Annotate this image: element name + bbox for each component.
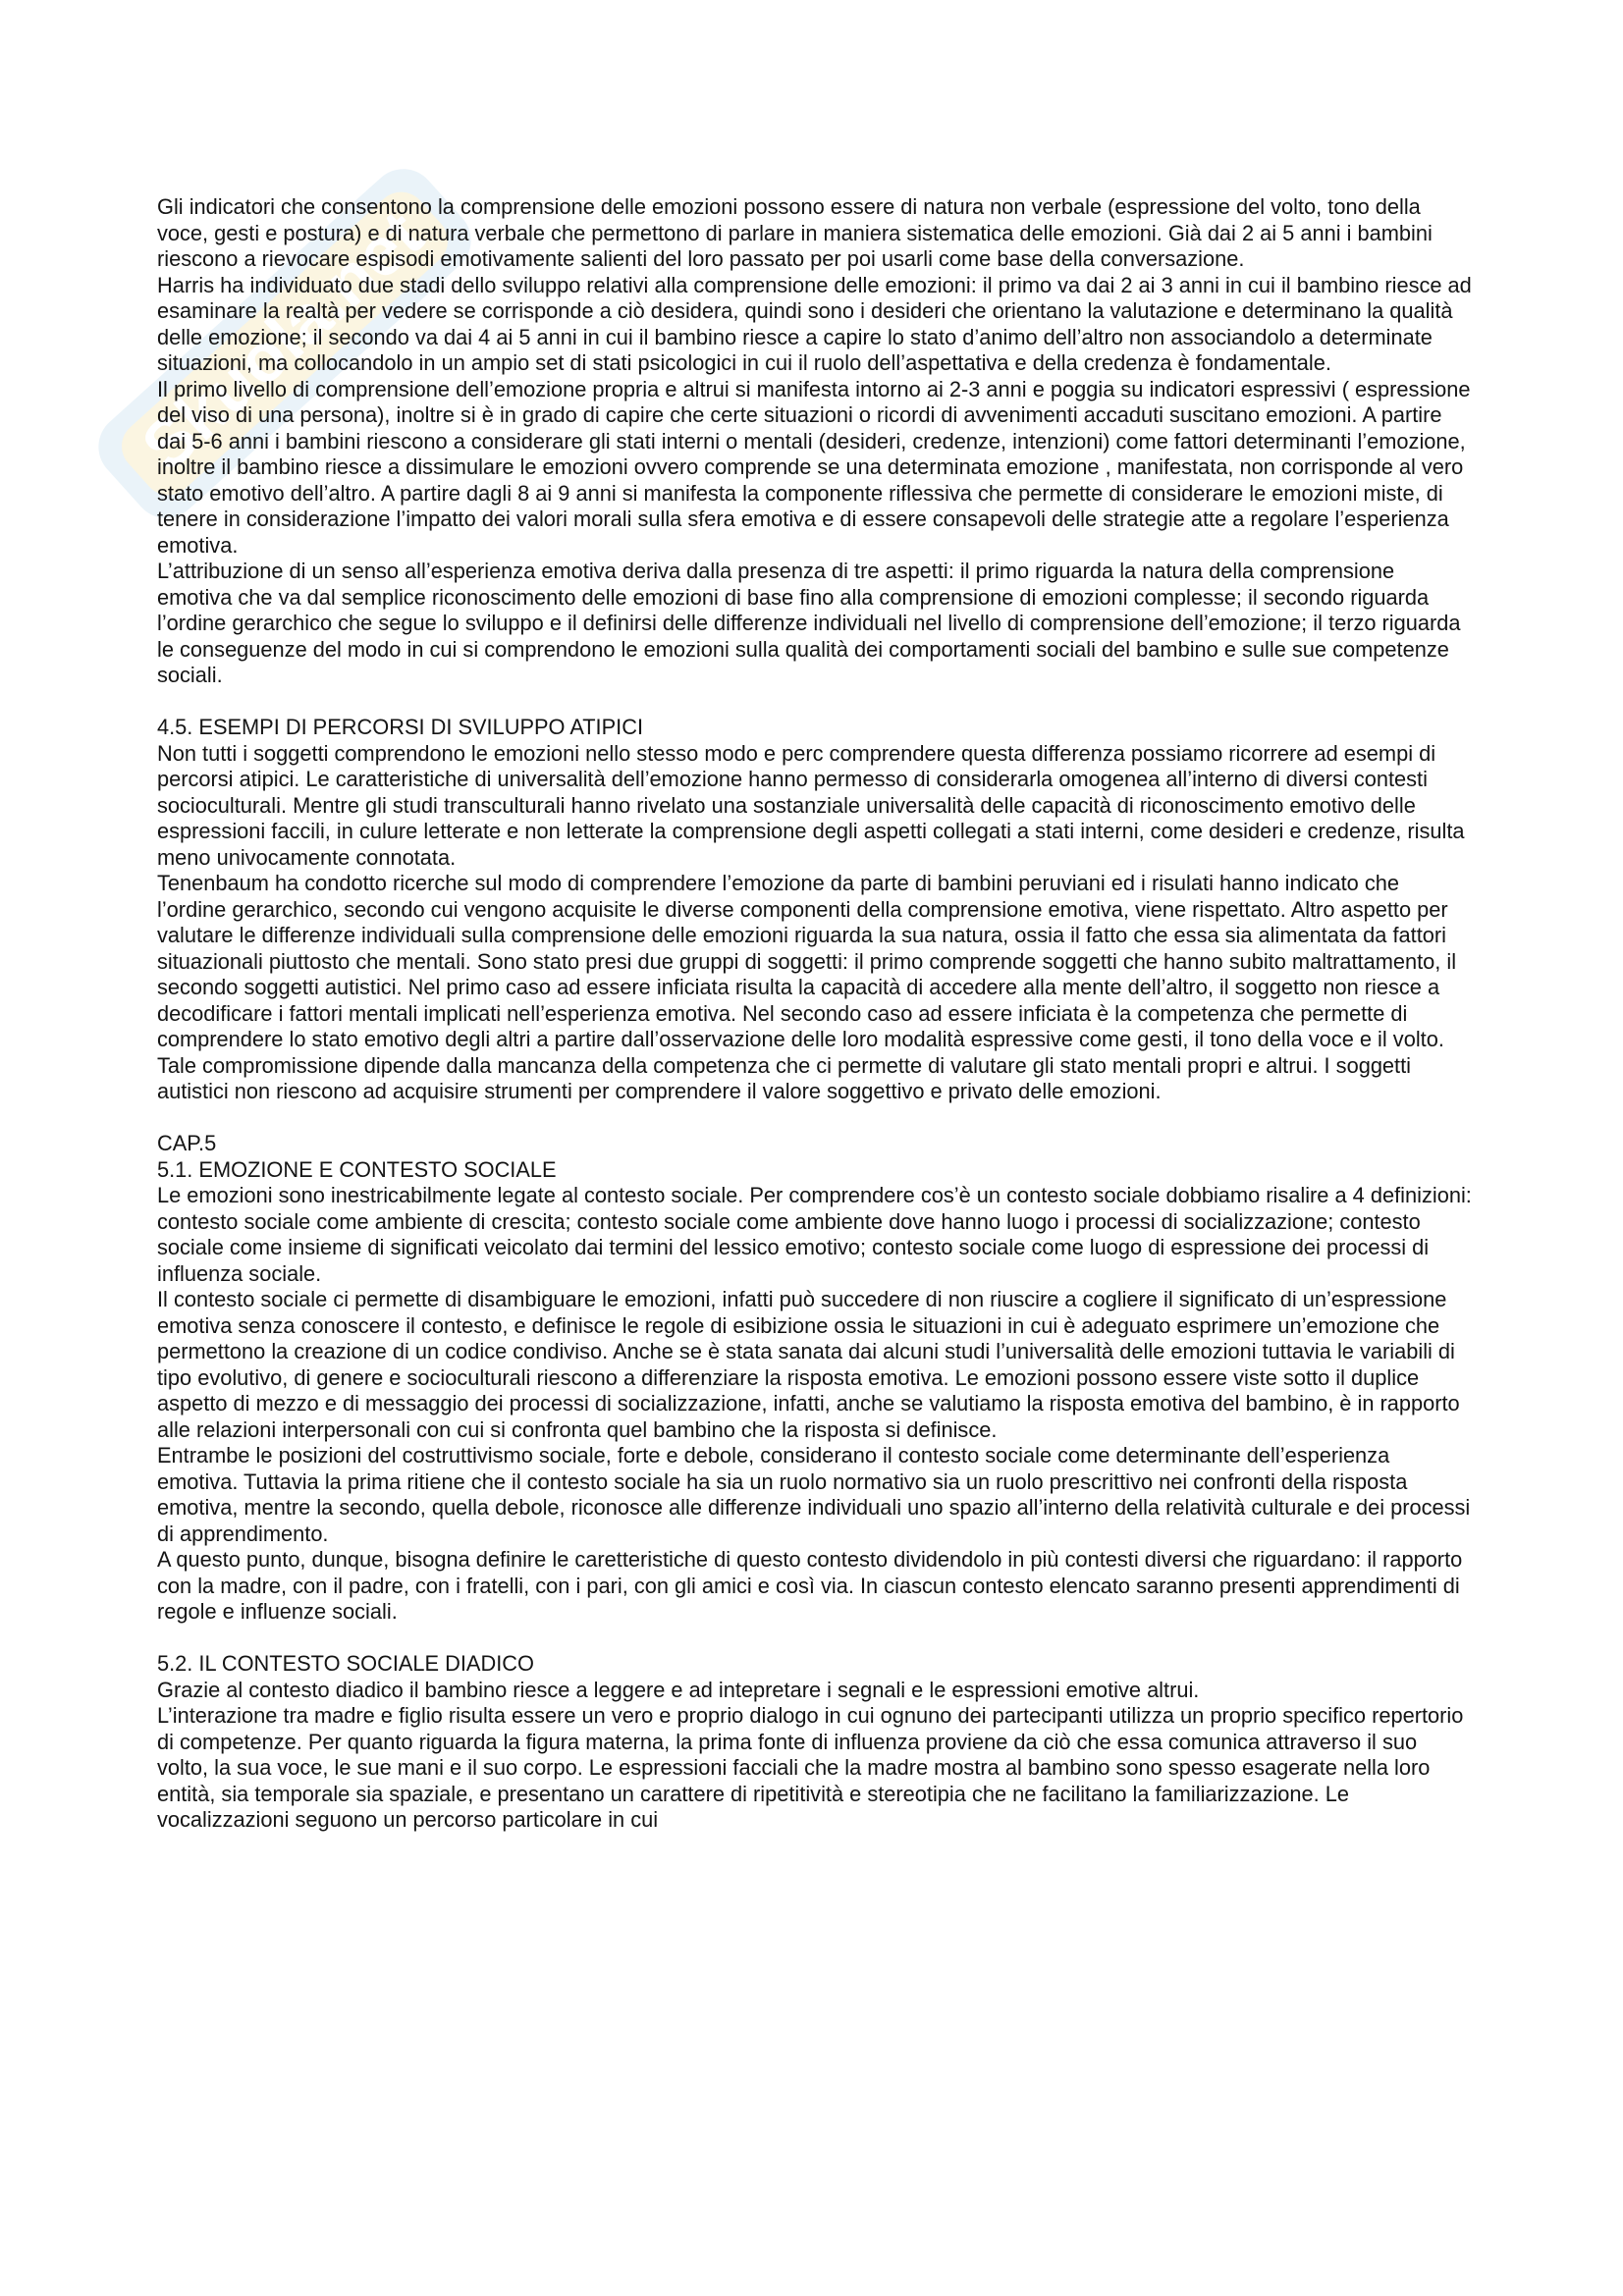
paragraph: Harris ha individuato due stadi dello sviluppo relativi alla comprensione delle emozioni: il primo va dai 2 ai 3 anni in cui il bambino riesce ad esaminare la realtà per vedere se corrisponde a ciò desidera, quindi sono i desideri che orientano la valutazione e determinano la qualità delle emozione; il secondo va dai 4 ai 5 anni in cui il bambino riesce a capire lo stato d’animo dell’altro non associandolo a determinate situazioni, ma collocandolo in un ampio set di stati psicologici in cui il ruolo dell’aspettativa e della credenza è fondamentale.	[157, 272, 1472, 375]
paragraph: Le emozioni sono inestricabilmente legate al contesto sociale. Per comprendere cos’è un contesto sociale dobbiamo risalire a 4 definizioni: contesto sociale come ambiente di crescita; contesto sociale come ambiente dove hanno luogo i processi di socializzazione; contesto sociale come insieme di significati veicolato dai termini del lessico emotivo; contesto sociale come luogo di espressione dei processi di influenza sociale.	[157, 1183, 1472, 1286]
section-heading: 5.2. IL CONTESTO SOCIALE DIADICO	[157, 1651, 534, 1676]
watermark-text: Skuola.net	[127, 195, 437, 486]
paragraph: Il primo livello di comprensione dell’emozione propria e altrui si manifesta intorno ai 2-3 anni e poggia su indicatori espressivi ( espressione del viso di una persona), inoltre si è in grado di capire che certe situazioni o ricordi di avvenimenti accaduti suscitano emozioni. A partire dai 5-6 anni i bambini riescono a considerare gli stati interni o mentali (desideri, credenze, intenzioni) come fattori determinanti l’emozione, inoltre il bambino riesce a dissimulare le emozioni ovvero comprende se una determinata emozione , manifestata, non corrisponde al vero stato emotivo dell’altro. A partire dagli 8 ai 9 anni si manifesta la componente riflessiva che permette di considerare le emozioni miste, di tenere in considerazione l’impatto dei valori morali sulla sfera emotiva e di essere consapevoli delle strategie atte a regolare l’esperienza emotiva.	[157, 376, 1471, 558]
paragraph: Tenenbaum ha condotto ricerche sul modo di comprendere l’emozione da parte di bambini peruviani ed i risulati hanno indicato che l’ordine gerarchico, secondo cui vengono acquisite le diverse componenti della comprensione emotiva, viene rispettato. Altro aspetto per valutare le differenze individuali sulla comprensione delle emozioni riguarda la sua natura, ossia il fatto che essa sia alimentata da fattori situazionali piuttosto che mentali. Sono stato presi due gruppi di soggetti: il primo comprende soggetti che hanno subito maltrattamento, il secondo soggetti autistici. Nel primo caso ad essere inficiata risulta la capacità di accedere alla mente dell’altro, il soggetto non riesce a decodificare i fattori mentali implicati nell’esperienza emotiva. Nel secondo caso ad essere inficiata è la competenza che permette di comprendere lo stato emotivo degli altri a partire dall’osservazione delle loro modalità espressive come gesti, il tono della voce e il volto. Tale compromissione dipende dalla mancanza della competenza che ci permette di valutare gli stato mentali propri e altrui. I soggetti autistici non riescono ad acquisire strumenti per comprendere il valore soggettivo e privato delle emozioni.	[157, 871, 1457, 1103]
paragraph: Il contesto sociale ci permette di disambiguare le emozioni, infatti può succedere di non riuscire a cogliere il significato di un’espressione emotiva senza conoscere il contesto, e definisce le regole di esibizione ossia le situazioni in cui è adeguato esprimere un’emozione che permettono la creazione di un codice condiviso. Anche se è stata sanata dai alcuni studi l’universalità delle emozioni tuttavia le variabili di tipo evolutivo, di genere e socioculturali riescono a differenziare la risposta emotiva. Le emozioni possono essere viste sotto il duplice aspetto di mezzo e di messaggio dei processi di socializzazione, infatti, anche se valutiamo la risposta emotiva del bambino, è in rapporto alle relazioni interpersonali con cui si confronta quel bambino che la risposta si definisce.	[157, 1287, 1460, 1442]
spacer	[157, 689, 1473, 716]
paragraph: L’attribuzione di un senso all’esperienza emotiva deriva dalla presenza di tre aspetti: il primo riguarda la natura della comprensione emotiva che va dal semplice riconoscimento delle emozioni di base fino alla comprensione di emozioni complesse; il secondo riguarda l’ordine gerarchico che segue lo sviluppo e il definirsi delle differenze individuali nel livello di comprensione dell’emozione; il terzo riguarda le conseguenze del modo in cui si comprendono le emozioni sulla qualità dei comportamenti sociali del bambino e sulle sue competenze sociali.	[157, 559, 1461, 687]
paragraph: Entrambe le posizioni del costruttivismo sociale, forte e debole, considerano il contesto sociale come determinante dell’esperienza emotiva. Tuttavia la prima ritiene che il contesto sociale ha sia un ruolo normativo sia un ruolo prescrittivo nei confronti della risposta emotiva, mentre la secondo, quella debole, riconosce alle differenze individuali uno spazio all’interno della relatività culturale e dei processi di apprendimento.	[157, 1443, 1471, 1546]
spacer	[157, 1105, 1473, 1132]
paragraph: Non tutti i soggetti comprendono le emozioni nello stesso modo e perc comprendere questa differenza possiamo ricorrere ad esempi di percorsi atipici. Le caratteristiche di universalità dell’emozione hanno permesso di considerarla omogenea all’interno di diversi contesti socioculturali. Mentre gli studi transculturali hanno rivelato una sostanziale universalità delle capacità di riconoscimento emotivo delle espressioni faccili, in culure letterate e non letterate la comprensione degli aspetti collegati a stati interni, come desideri e credenze, risulta meno univocamente connotata.	[157, 740, 1465, 870]
paragraph: A questo punto, dunque, bisogna definire le caretteristiche di questo contesto dividendolo in più contesti diversi che riguardano: il rapporto con la madre, con il padre, con i fratelli, con i pari, con gli amici e così via. In ciascun contesto elencato saranno presenti apprendimenti di regole e influenze sociali.	[157, 1547, 1463, 1624]
paragraph: Grazie al contesto diadico il bambino riesce a leggere e ad intepretare i segnali e le espressioni emotive altrui.	[157, 1677, 1200, 1702]
section-heading: 4.5. ESEMPI DI PERCORSI DI SVILUPPO ATIPICI	[157, 715, 644, 739]
paragraph: Gli indicatori che consentono la comprensione delle emozioni possono essere di natura non verbale (espressione del volto, tono della voce, gesti e postura) e di natura verbale che permettono di parlare in maniera sistematica delle emozioni. Già dai 2 ai 5 anni i bambini riescono a rievocare espisodi emotivamente salienti del loro passato per poi usarli come base della conversazione.	[157, 194, 1433, 271]
document-body	[157, 194, 1473, 1834]
paragraph: L’interazione tra madre e figlio risulta essere un vero e proprio dialogo in cui ognuno dei partecipanti utilizza un proprio specifico repertorio di competenze. Per quanto riguarda la figura materna, la prima fonte di influenza proviene da ciò che essa comunica attraverso il suo volto, la sua voce, le sue mani e il suo corpo. Le espressioni facciali che la madre mostra al bambino sono spesso esagerate nella loro entità, sia temporale sia spaziale, e presentano un carattere di ripetitività e stereotipia che ne facilitano la familiarizzazione. Le vocalizzazioni seguono un percorso particolare in cui	[157, 1703, 1464, 1832]
chapter-heading: CAP.5	[157, 1131, 217, 1155]
section-heading: 5.1. EMOZIONE E CONTESTO SOCIALE	[157, 1156, 557, 1182]
spacer	[157, 1626, 1473, 1652]
